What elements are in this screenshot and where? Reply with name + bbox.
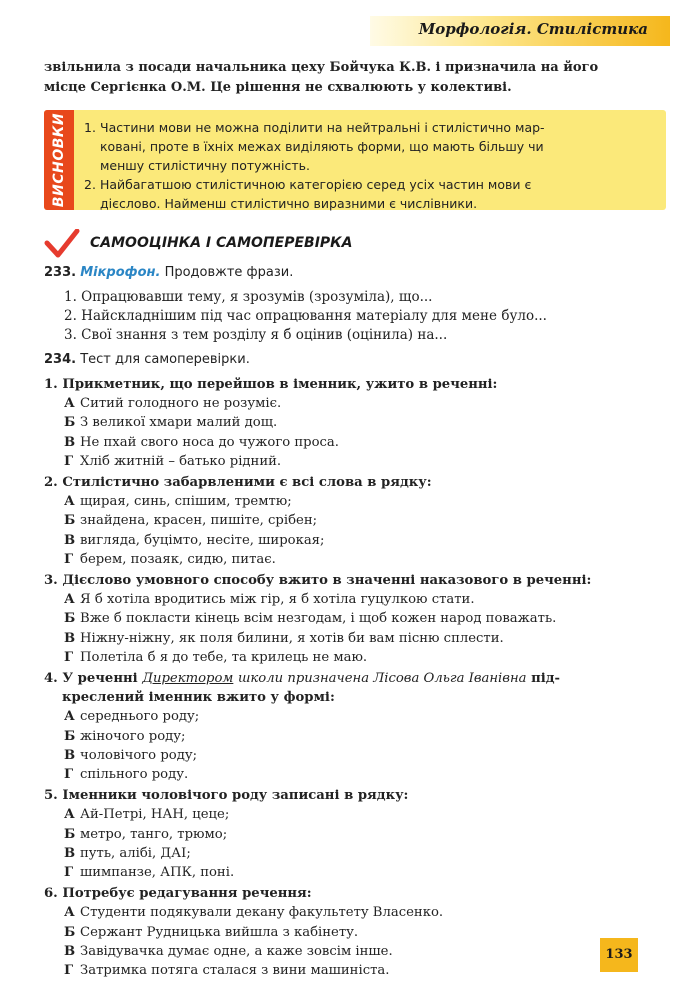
task-234-heading	[44, 352, 250, 367]
conclusion-line: дієслово. Найменш стилістично виразними є числівники.	[100, 196, 478, 211]
answer-option: Б знайдена, красен, пишіте, срібен;	[64, 513, 318, 529]
question	[44, 571, 674, 667]
question-text: 3. Дієслово умовного способу вжито в значенні наказового в реченні:	[44, 573, 592, 589]
answer-option: А Ситий голодного не розуміє.	[64, 396, 282, 412]
answer-option: Б метро, танго, трюмо;	[64, 826, 228, 842]
intro-line: звільнила з посади начальника цеху Бойчука К.В. і призначила на його	[44, 60, 599, 75]
answer-option: А щирая, синь, спішим, тремтю;	[64, 494, 292, 510]
answer-option: Г Затримка потяга сталася з вини машиніста.	[64, 963, 390, 979]
answer-option: А Ай-Петрі, НАН, цеце;	[64, 807, 230, 823]
task-text: Тест для самоперевірки.	[80, 352, 250, 367]
conclusion-line: меншу стилістичну потужність.	[100, 158, 310, 173]
question-text: 6. Потребує редагування речення:	[44, 886, 312, 902]
answer-option: В Ніжну-ніжну, як поля билини, я хотів би вам пісню сплести.	[64, 630, 504, 646]
question	[44, 669, 674, 784]
conclusion-num: 2.	[84, 177, 96, 192]
answer-option: А Студенти подякували декану факультету Власенко.	[64, 905, 444, 921]
underlined-noun: Директором	[142, 671, 234, 687]
answer-option: Г спільного роду.	[64, 767, 189, 783]
answer-option: Г Хліб житній – батько рідний.	[64, 453, 282, 469]
question	[44, 473, 674, 569]
task-text: Продовжте фрази.	[164, 265, 294, 280]
intro-line: місце Сергієнка О.М. Це рішення не схвалюють у колективі.	[44, 80, 512, 95]
checkmark-icon	[44, 229, 80, 259]
answer-option: В путь, алібі, ДАІ;	[64, 845, 191, 861]
question	[44, 884, 674, 980]
answer-option: В Завідувачка думає одне, а каже зовсім інше.	[64, 943, 393, 959]
conclusion-line: Найбагатшою стилістичною категорією серед усіх частин мови є	[100, 177, 532, 192]
question-text: 5. Іменники чоловічого роду записані в рядку:	[44, 788, 409, 804]
conclusion-item	[84, 175, 656, 213]
task-233-phrases	[64, 288, 664, 345]
phrase-item: 1. Опрацювавши тему, я зрозумів (зрозуміла), що...	[64, 289, 433, 305]
question-text: 1. Прикметник, що перейшов в іменник, ужито в реченні:	[44, 377, 498, 392]
question	[44, 786, 674, 882]
conclusion-num: 1.	[84, 120, 96, 135]
conclusion-line: ковані, проте в їхніх межах виділяють форми, що мають більшу чи	[100, 139, 544, 154]
answer-option: В вигляда, буцімто, несіте, широкая;	[64, 532, 325, 548]
test-questions	[44, 375, 674, 982]
conclusion-line: Частини мови не можна поділити на нейтральні і стилістично мар-	[100, 120, 545, 135]
page-number: 133	[600, 938, 638, 972]
question-text: 2. Стилістично забарвленими є всі слова в рядку:	[44, 475, 432, 491]
answer-option: Б жіночого роду;	[64, 728, 186, 744]
conclusions-box	[44, 110, 666, 210]
conclusions-label: ВИСНОВКИ	[51, 112, 67, 208]
conclusions-tab	[44, 110, 74, 210]
conclusions-list	[84, 118, 656, 213]
phrase-item: 3. Свої знання з тем розділу я б оцінив (оцінила) на...	[64, 327, 448, 343]
conclusion-text	[100, 175, 531, 213]
answer-option: А середнього роду;	[64, 709, 200, 725]
header-bar	[370, 16, 670, 46]
header-title: Морфологія. Стилістика	[418, 20, 648, 38]
section-heading	[44, 229, 444, 259]
answer-option: Б Сержант Рудницька вийшла з кабінету.	[64, 924, 359, 940]
task-number: 234.	[44, 352, 77, 367]
answer-option: В Не пхай свого носа до чужого проса.	[64, 434, 339, 450]
conclusion-item	[84, 118, 656, 175]
question-text: 4. У реченні Директором школи призначена Лісова Ольга Іванівна під- креслений іменник вжито у формі:	[44, 671, 561, 706]
phrase-item: 2. Найскладнішим під час опрацювання матеріалу для мене було...	[64, 308, 547, 324]
intro-text	[44, 58, 664, 98]
task-233-heading	[44, 265, 293, 280]
answer-option: Б З великої хмари малий дощ.	[64, 415, 278, 431]
section-title: САМООЦІНКА І САМОПЕРЕВІРКА	[90, 235, 353, 251]
task-keyword: Мікрофон.	[80, 265, 161, 280]
task-number: 233.	[44, 265, 77, 280]
conclusion-text	[100, 118, 545, 175]
answer-option: Б Вже б покласти кінець всім незгодам, і щоб кожен народ поважать.	[64, 611, 557, 627]
answer-option: Г Полетіла б я до тебе, та крилець не маю.	[64, 649, 368, 665]
answer-option: А Я б хотіла вродитись між гір, я б хотіла гуцулкою стати.	[64, 592, 475, 608]
answer-option: Г берем, позаяк, сидю, питає.	[64, 551, 276, 567]
answer-option: В чоловічого роду;	[64, 747, 198, 763]
question	[44, 375, 674, 471]
answer-option: Г шимпанзе, АПК, поні.	[64, 865, 235, 881]
